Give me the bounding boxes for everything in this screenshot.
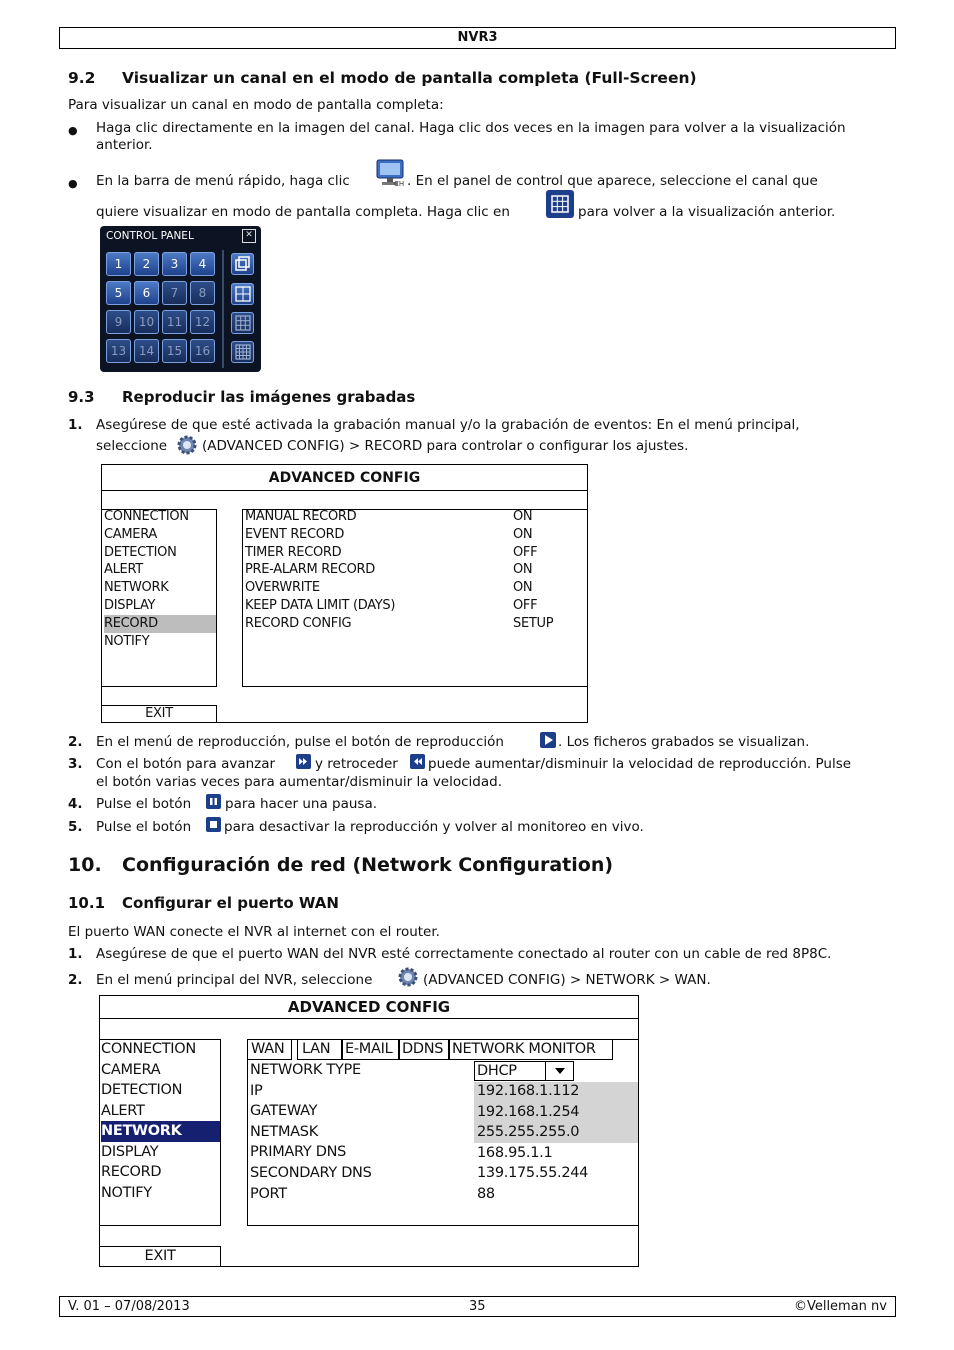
setting-label: PRIMARY DNS <box>250 1144 347 1161</box>
monitor-icon <box>375 158 407 188</box>
step-3-text-c: puede aumentar/disminuir la velocidad de reproducción. Pulse <box>428 756 852 772</box>
setting-label: OVERWRITE <box>245 580 320 596</box>
setting-value[interactable]: ON <box>513 509 533 524</box>
sixteen-view-icon[interactable] <box>231 341 254 363</box>
tab-email[interactable]: E-MAIL <box>342 1039 399 1060</box>
bullet-2-text-c: quiere visualizar en modo de pantalla completa. Haga clic en <box>96 204 510 220</box>
step-number: 1. <box>68 946 83 962</box>
exit-button[interactable]: EXIT <box>99 1246 221 1267</box>
sidebar-item-connection[interactable]: CONNECTION <box>104 509 189 524</box>
channel-button-3[interactable]: 3 <box>162 252 187 276</box>
port-value[interactable]: 88 <box>477 1185 495 1202</box>
channel-button-9[interactable]: 9 <box>106 310 131 334</box>
step-3-text-b: y retroceder <box>315 756 398 772</box>
sidebar-item-display[interactable]: DISPLAY <box>101 1143 159 1160</box>
section-9-2-intro: Para visualizar un canal en modo de pantalla completa: <box>68 97 444 113</box>
sidebar-item-network[interactable]: NETWORK <box>101 1121 220 1142</box>
ip-value[interactable]: 192.168.1.112 <box>477 1083 580 1099</box>
setting-value[interactable]: ON <box>513 580 533 596</box>
gear-icon <box>397 966 419 988</box>
setting-label: EVENT RECORD <box>245 526 345 542</box>
step-1-text: Asegúrese de que el puerto WAN del NVR esté correctamente conectado al router con un cable de red 8P8C. <box>96 946 832 962</box>
channel-button-1[interactable]: 1 <box>106 252 131 276</box>
setting-label: PRE-ALARM RECORD <box>245 562 375 578</box>
menu-title-text: ADVANCED CONFIG <box>287 998 451 1016</box>
sidebar-item-display[interactable]: DISPLAY <box>104 597 156 613</box>
step-4-text-b: para hacer una pausa. <box>225 796 378 812</box>
setting-label: IP <box>250 1082 263 1099</box>
footer-page-number: 35 <box>469 1299 486 1314</box>
settings-values <box>513 508 553 633</box>
sidebar-item-record[interactable]: RECORD <box>101 1164 162 1180</box>
section-10-1-title: Configurar el puerto WAN <box>122 894 339 912</box>
play-icon <box>540 732 556 748</box>
setting-value[interactable]: ON <box>513 562 533 578</box>
header-title: NVR3 <box>457 30 498 45</box>
step-number: 4. <box>68 796 83 812</box>
section-10-1-intro: El puerto WAN conecte el NVR al internet con el router. <box>68 924 440 940</box>
step-2-text-b: (ADVANCED CONFIG) > NETWORK > WAN. <box>423 972 711 988</box>
channel-button-16[interactable]: 16 <box>190 339 215 363</box>
step-5-text-b: para desactivar la reproducción y volver al monitoreo en vivo. <box>224 819 644 835</box>
step-1-text-b: seleccione <box>96 438 168 454</box>
nine-view-icon[interactable] <box>231 312 254 334</box>
stop-icon <box>206 817 221 832</box>
settings-labels <box>250 1060 372 1204</box>
sidebar-item-record[interactable]: RECORD <box>104 615 216 633</box>
channel-button-15[interactable]: 15 <box>162 339 187 363</box>
step-number: 1. <box>68 417 83 433</box>
setting-label: TIMER RECORD <box>245 544 342 560</box>
setting-value[interactable]: ON <box>513 526 533 542</box>
channel-button-10[interactable]: 10 <box>134 310 159 334</box>
step-5-text-a: Pulse el botón <box>96 819 192 835</box>
section-10-title: Configuración de red (Network Configuration) <box>122 854 614 876</box>
setting-label: PORT <box>250 1185 287 1202</box>
section-9-3-title: Reproducir las imágenes grabadas <box>122 388 416 406</box>
step-2-text-a: En el menú principal del NVR, seleccione <box>96 972 373 988</box>
setting-value[interactable]: OFF <box>513 597 538 613</box>
menu-title <box>99 995 639 1019</box>
menu-sidebar-list <box>104 508 216 650</box>
footer-version: V. 01 – 07/08/2013 <box>68 1299 190 1314</box>
secondary-dns-value[interactable]: 139.175.55.244 <box>477 1165 589 1182</box>
setting-label: NETWORK TYPE <box>250 1062 361 1078</box>
close-icon[interactable]: ✕ <box>242 229 256 243</box>
section-9-2-number: 9.2 <box>68 69 96 87</box>
control-panel-title: CONTROL PANEL <box>106 230 194 242</box>
menu-title <box>101 464 588 491</box>
step-number: 5. <box>68 819 83 835</box>
svg-text:CH: CH <box>394 180 405 188</box>
channel-button-4[interactable]: 4 <box>190 252 215 276</box>
menu-title-text: ADVANCED CONFIG <box>268 470 421 486</box>
sidebar-item-notify[interactable]: NOTIFY <box>104 633 150 649</box>
gateway-value[interactable]: 192.168.1.254 <box>477 1103 580 1120</box>
page-footer <box>59 1296 896 1317</box>
sidebar-item-detection[interactable]: DETECTION <box>104 544 177 560</box>
gear-icon <box>176 434 198 456</box>
tab-lan[interactable]: LAN <box>297 1039 342 1060</box>
tab-network-monitor[interactable]: NETWORK MONITOR <box>449 1039 613 1060</box>
bullet-dot: ● <box>68 124 78 137</box>
netmask-value[interactable]: 255.255.255.0 <box>477 1124 580 1141</box>
setting-label: RECORD CONFIG <box>245 615 352 631</box>
control-panel-divider <box>222 250 224 368</box>
sidebar-item-alert[interactable]: ALERT <box>101 1102 145 1119</box>
sidebar-item-camera[interactable]: CAMERA <box>101 1061 161 1078</box>
sidebar-item-camera[interactable]: CAMERA <box>104 526 157 542</box>
tab-ddns[interactable]: DDNS <box>399 1039 449 1060</box>
bullet-2-text-d: para volver a la visualización anterior. <box>578 204 836 220</box>
step-2-text-a: En el menú de reproducción, pulse el botón de reproducción <box>96 734 504 750</box>
channel-button-14[interactable]: 14 <box>134 339 159 363</box>
channel-button-5[interactable]: 5 <box>106 281 131 305</box>
sidebar-item-notify[interactable]: NOTIFY <box>101 1184 152 1201</box>
sidebar-item-connection[interactable]: CONNECTION <box>101 1041 196 1057</box>
step-2-text-b: . Los ficheros grabados se visualizan. <box>558 734 810 750</box>
setting-value[interactable]: OFF <box>513 544 538 560</box>
channel-button-2[interactable]: 2 <box>134 252 159 276</box>
rewind-icon <box>410 754 425 769</box>
step-1-text-c: (ADVANCED CONFIG) > RECORD para controlar o configurar los ajustes. <box>202 438 689 454</box>
section-10-number: 10. <box>68 854 102 876</box>
channel-button-13[interactable]: 13 <box>106 339 131 363</box>
pause-icon <box>206 794 221 809</box>
setting-label: SECONDARY DNS <box>250 1164 372 1181</box>
step-1-text-a: Asegúrese de que esté activada la grabación manual y/o la grabación de eventos: En el menú principal, <box>96 417 800 433</box>
chevron-down-icon[interactable] <box>545 1061 575 1081</box>
setting-label: KEEP DATA LIMIT (DAYS) <box>245 597 396 613</box>
tab-wan[interactable]: WAN <box>247 1039 292 1060</box>
menu-sidebar-list <box>101 1039 220 1203</box>
step-number: 2. <box>68 972 83 988</box>
fast-forward-icon <box>296 754 311 769</box>
sidebar-item-detection[interactable]: DETECTION <box>101 1082 183 1098</box>
footer-copyright: ©Velleman nv <box>793 1299 887 1314</box>
bullet-1-text: Haga clic directamente en la imagen del canal. Haga clic dos veces en la imagen para volver a la visualización anterior. <box>96 120 846 153</box>
quad-view-icon[interactable] <box>231 283 254 305</box>
exit-button[interactable]: EXIT <box>101 705 217 723</box>
single-view-icon[interactable] <box>231 253 254 275</box>
setting-value[interactable]: SETUP <box>513 615 554 631</box>
step-number: 3. <box>68 756 83 772</box>
network-type-value: DHCP <box>477 1063 517 1079</box>
section-9-3-number: 9.3 <box>68 388 95 406</box>
setting-label: MANUAL RECORD <box>245 509 357 524</box>
channel-button-6[interactable]: 6 <box>134 281 159 305</box>
step-3-text-d: el botón varias veces para aumentar/disminuir la velocidad. <box>96 774 503 790</box>
settings-labels <box>245 508 395 633</box>
sidebar-item-alert[interactable]: ALERT <box>104 562 143 578</box>
channel-button-8[interactable]: 8 <box>190 281 215 305</box>
section-9-2-title: Visualizar un canal en el modo de pantalla completa (Full-Screen) <box>122 69 697 87</box>
setting-label: NETMASK <box>250 1123 318 1140</box>
channel-button-11[interactable]: 11 <box>162 310 187 334</box>
settings-values <box>477 1081 588 1205</box>
step-number: 2. <box>68 734 83 750</box>
sidebar-item-network[interactable]: NETWORK <box>104 580 169 596</box>
setting-label: GATEWAY <box>250 1103 318 1120</box>
grid-view-icon <box>546 190 574 218</box>
section-10-1-number: 10.1 <box>68 894 106 912</box>
bullet-2-text-a: En la barra de menú rápido, haga clic <box>96 173 350 189</box>
page-header <box>59 27 896 49</box>
channel-button-12[interactable]: 12 <box>190 310 215 334</box>
primary-dns-value[interactable]: 168.95.1.1 <box>477 1144 553 1161</box>
step-4-text-a: Pulse el botón <box>96 796 192 812</box>
bullet-dot: ● <box>68 177 78 190</box>
channel-button-7[interactable]: 7 <box>162 281 187 305</box>
bullet-2-text-b: . En el panel de control que aparece, seleccione el canal que <box>407 173 818 189</box>
step-3-text-a: Con el botón para avanzar <box>96 756 276 772</box>
